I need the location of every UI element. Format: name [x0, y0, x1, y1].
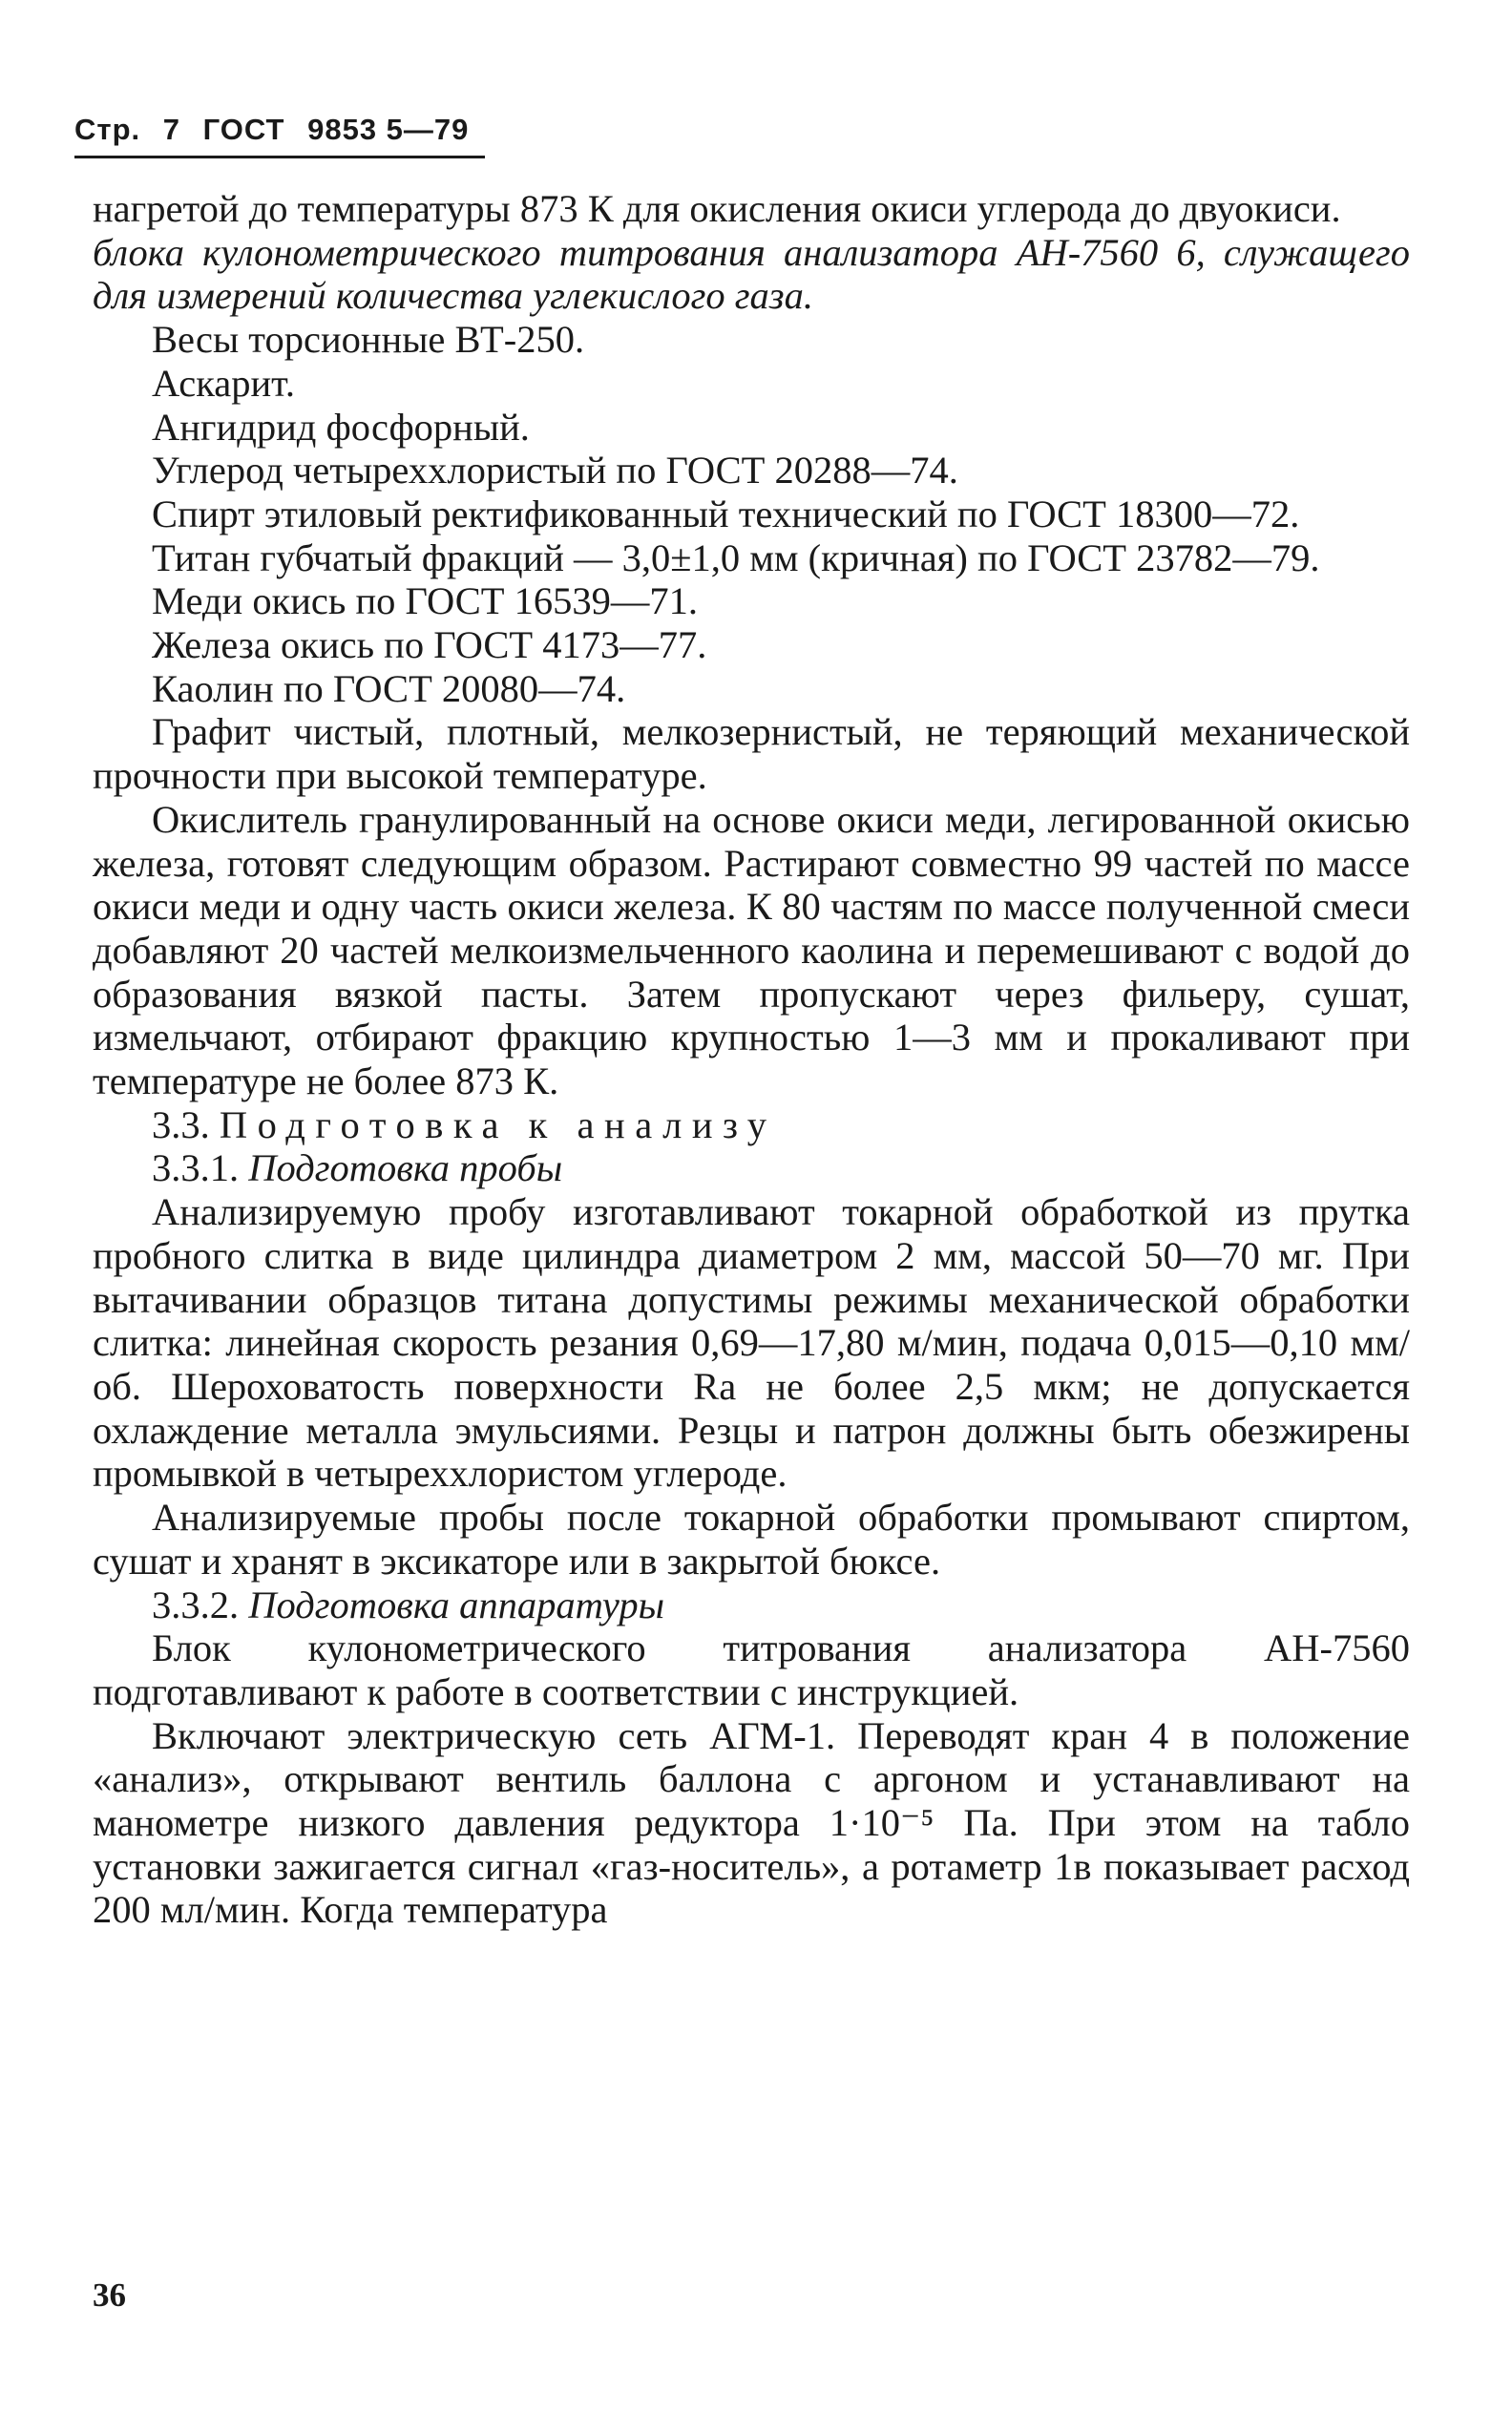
- subsection-number: 3.3.2.: [152, 1583, 240, 1626]
- section-number: 3.3.: [152, 1102, 210, 1146]
- paragraph: Ангидрид фосфорный.: [152, 405, 530, 449]
- paragraph: Меди окись по ГОСТ 16539—71.: [152, 579, 698, 623]
- section-title: Подготовка к анализу: [219, 1102, 777, 1146]
- subsection-heading: [93, 1584, 1410, 1627]
- running-header: [74, 113, 482, 147]
- paragraph: Окислитель гранулированный на основе окиси меди, легированной окисью железа, готовят следующим образом. Растирают совместно 99 частей по массе окиси меди и одну часть окиси железа. К 80 частям по массе полученной смеси добавляют 20 частей мелкоизмельченного каолина и перемешивают с водой до образования вязкой пасты. Затем пропускают через фильеру, сушат, измельчают, отбирают фракцию крупностью 1—3 мм и прокаливают при температуре не более 873 К.: [93, 797, 1410, 1103]
- paragraph: Графит чистый, плотный, мелкозернистый, не теряющий механической прочности при высокой температуре.: [93, 710, 1410, 798]
- paragraph: Анализируемые пробы после токарной обработки промывают спиртом, сушат и хранят в эксикаторе или в закрытой бюксе.: [93, 1496, 1410, 1583]
- paragraph: Спирт этиловый ректификованный технический по ГОСТ 18300—72.: [152, 492, 1300, 535]
- subsection-title: Подготовка аппаратуры: [248, 1583, 665, 1626]
- paragraph: Включают электрическую сеть АГМ-1. Переводят кран 4 в положение «анализ», открывают вентиль баллона с аргоном и устанавливают на манометре низкого давления редуктора 1·10⁻⁵ Па. При этом на табло установки зажигается сигнал «газ-носитель», а ротаметр 1в показывает расход 200 мл/мин. Когда температура: [93, 1713, 1410, 1932]
- paragraph: Блок кулонометрического титрования анализатора АН-7560 подготавливают к работе в соответствии с инструкцией.: [93, 1626, 1410, 1713]
- subsection-heading: [93, 1146, 1410, 1190]
- body-text: [93, 187, 1410, 1932]
- paragraph: Углерод четыреххлористый по ГОСТ 20288—74.: [152, 449, 958, 493]
- subsection-title: Подготовка пробы: [248, 1146, 563, 1190]
- paragraph: нагретой до температуры 873 К для окисления окиси углерода до двуокиси.: [93, 187, 1341, 230]
- header-rule: [74, 156, 485, 158]
- subsection-number: 3.3.1.: [152, 1146, 240, 1190]
- paragraph: Железа окись по ГОСТ 4173—77.: [152, 623, 707, 667]
- section-heading: [93, 1103, 1410, 1147]
- paragraph: блока кулонометрического титрования анализатора АН-7560 6, служащего для измерений количества углекислого газа.: [93, 230, 1410, 318]
- paragraph: Каолин по ГОСТ 20080—74.: [152, 666, 626, 710]
- paragraph: Анализируемую пробу изготавливают токарной обработкой из прутка пробного слитка в виде цилиндра диаметром 2 мм, массой 50—70 мг. При вытачивании образцов титана допустимы режимы механической обработки слитка: линейная скорость резания 0,69—17,80 м/мин, подача 0,015—0,10 мм/об. Шероховатость поверхности Ra не более 2,5 мкм; не допускается охлаждение металла эмульсиями. Резцы и патрон должны быть обезжирены промывкой в четыреххлористом углероде.: [93, 1190, 1410, 1496]
- header-number: 9853 5—79: [307, 113, 470, 146]
- paragraph: Весы торсионные ВТ-250.: [152, 318, 585, 362]
- header-standard: ГОСТ: [202, 113, 285, 146]
- paragraph: Титан губчатый фракций — 3,0±1,0 мм (кричная) по ГОСТ 23782—79.: [152, 535, 1320, 579]
- header-page-no: 7: [162, 113, 180, 146]
- page-number: 36: [93, 2276, 126, 2314]
- paragraph: Аскарит.: [152, 361, 295, 405]
- header-page-label: Стр.: [74, 113, 141, 146]
